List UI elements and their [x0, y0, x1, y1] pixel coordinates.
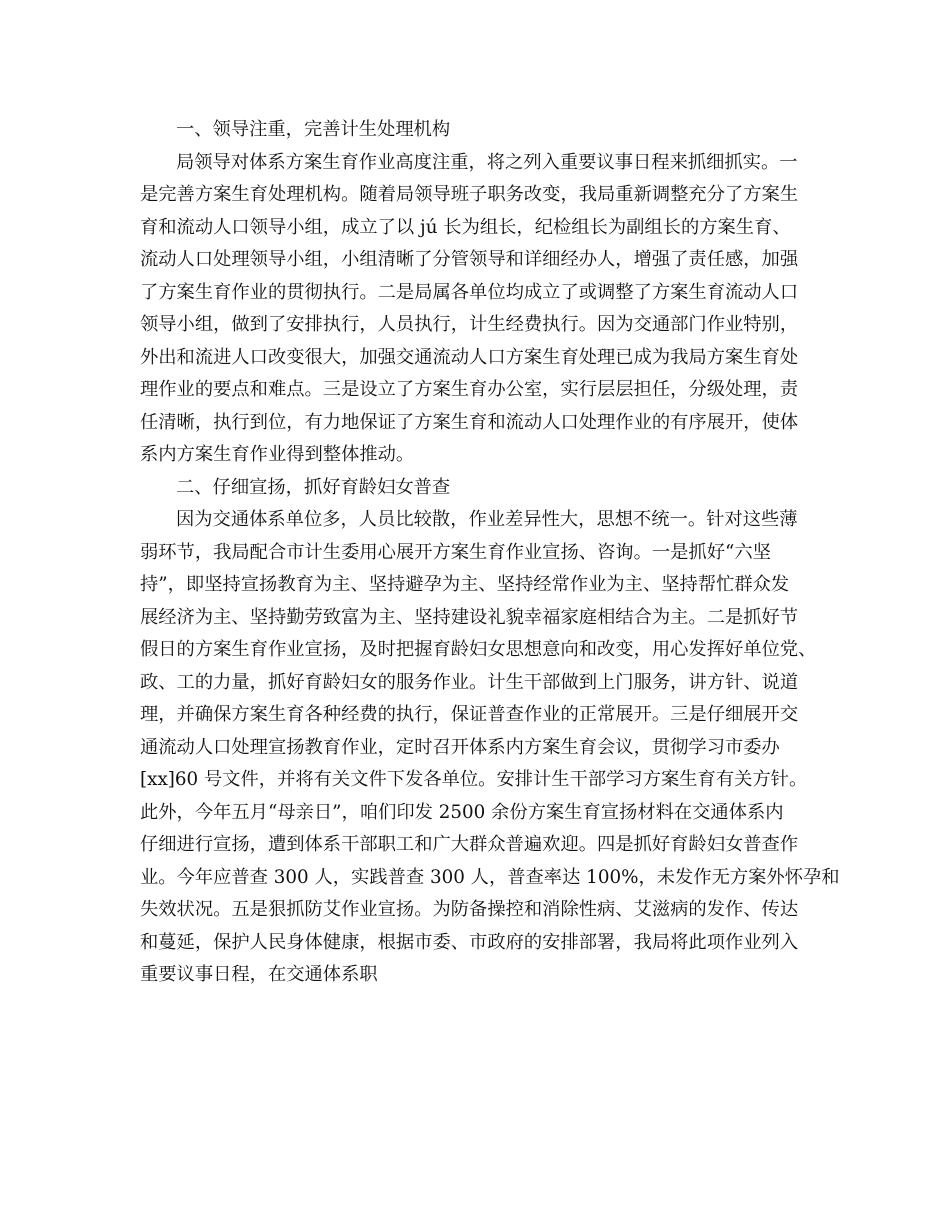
- paragraph-line: 展经济为主、坚持勤劳致富为主、坚持建设礼貌幸福家庭相结合为主。二是抓好节: [140, 606, 799, 628]
- paragraph-line: 理作业的要点和难点。三是设立了方案生育办公室，实行层层担任，分级处理，责: [140, 379, 799, 400]
- paragraph-line: 因为交通体系单位多，人员比较散，作业差异性大，思想不统一。针对这些薄: [176, 509, 798, 530]
- paragraph-line: 是完善方案生育处理机构。随着局领导班子职务改变，我局重新调整充分了方案生: [140, 184, 799, 205]
- paragraph-line: [xx]60 号文件，并将有关文件下发各单位。安排计生干部学习方案生育有关方针。: [140, 769, 808, 790]
- paragraph-line: 流动人口处理领导小组，小组清晰了分管领导和详细经办人，增强了责任感，加强: [140, 249, 799, 270]
- paragraph-line: 仔细进行宣扬，遭到体系干部职工和广大群众普遍欢迎。四是抓好育龄妇女普查作: [140, 834, 799, 855]
- paragraph-line: 任清晰，执行到位，有力地保证了方案生育和流动人口处理作业的有序展开，使体: [140, 411, 799, 433]
- paragraph-line: 通流动人口处理宣扬教育作业，定时召开体系内方案生育会议，贯彻学习市委办: [140, 736, 780, 758]
- paragraph-line: 弱环节，我局配合市计生委用心展开方案生育作业宣扬、咨询。一是抓好“六坚: [140, 541, 771, 563]
- paragraph-line: 领导小组，做到了安排执行，人员执行，计生经费执行。因为交通部门作业特别，: [140, 314, 799, 335]
- paragraph-line: 持”，即坚持宣扬教育为主、坚持避孕为主、坚持经常作业为主、坚持帮忙群众发: [140, 574, 790, 595]
- paragraph-line: 外出和流进人口改变很大，加强交通流动人口方案生育处理已成为我局方案生育处: [140, 346, 799, 368]
- paragraph-line: 假日的方案生育作业宣扬，及时把握育龄妇女思想意向和改变，用心发挥好单位党、: [140, 639, 817, 660]
- paragraph-line: 和蔓延，保护人民身体健康，根据市委、市政府的安排部署，我局将此项作业列入: [140, 931, 799, 953]
- paragraph-line: 局领导对体系方案生育作业高度注重，将之列入重要议事日程来抓细抓实。一: [176, 151, 798, 173]
- paragraph-line: 系内方案生育作业得到整体推动。: [140, 444, 415, 465]
- paragraph-line: 失效状况。五是狠抓防艾作业宣扬。为防备操控和消除性病、艾滋病的发作、传达: [140, 899, 799, 920]
- section-heading-1: 一、领导注重，完善计生处理机构: [176, 119, 451, 140]
- paragraph-line: 政、工的力量，抓好育龄妇女的服务作业。计生干部做到上门服务，讲方针、说道: [140, 671, 799, 693]
- document-body: [140, 114, 840, 992]
- paragraph-line: 重要议事日程，在交通体系职: [140, 964, 378, 985]
- paragraph-line: 业。今年应普查 300 人，实践普查 300 人，普查率达 100%，未发作无方案外怀孕和: [140, 866, 840, 888]
- section-heading-2: 二、仔细宣扬，抓好育龄妇女普查: [176, 476, 451, 498]
- paragraph-line: 育和流动人口领导小组，成立了以 jú 长为组长，纪检组长为副组长的方案生育、: [140, 216, 791, 238]
- paragraph-line: 此外，今年五月“母亲日”，咱们印发 2500 余份方案生育宣扬材料在交通体系内: [140, 801, 784, 823]
- paragraph-line: 理，并确保方案生育各种经费的执行，保证普查作业的正常展开。三是仔细展开交: [140, 704, 799, 725]
- paragraph-line: 了方案生育作业的贯彻执行。二是局属各单位均成立了或调整了方案生育流动人口: [140, 281, 799, 303]
